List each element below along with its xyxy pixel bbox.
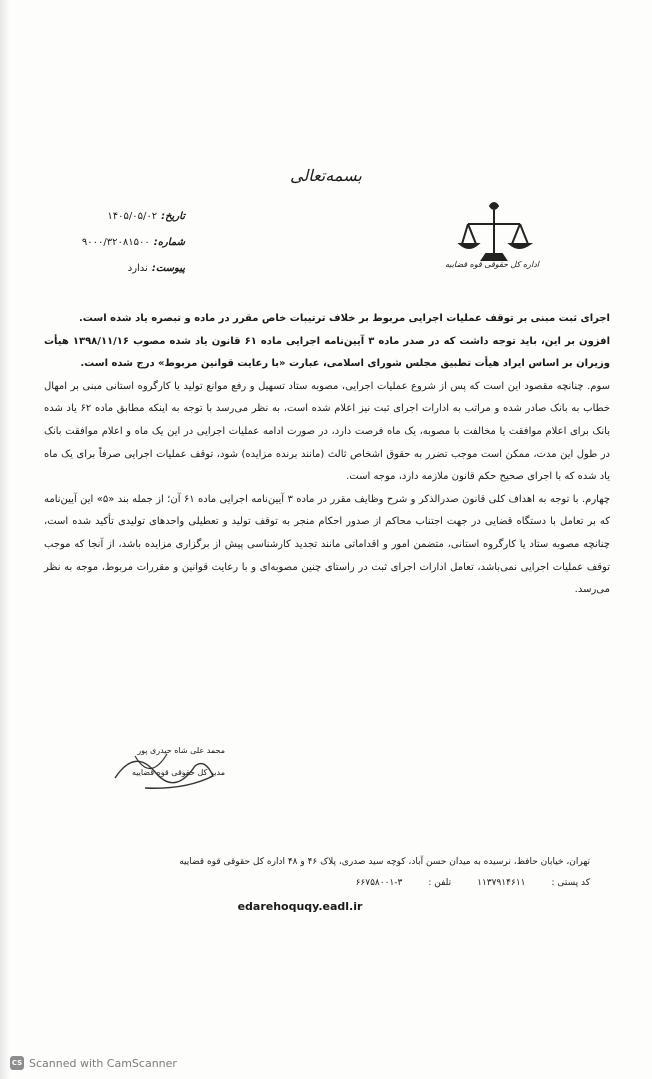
footer-address: تهران، خیابان حافظ، نرسیده به میدان حسن آباد، کوچه سید صدری، پلاک ۴۶ و ۴۸ اداره کل حقوقی قوه قضاییه	[179, 857, 590, 867]
body-paragraph-3: سوم. چنانچه مقصود این است که پس از شروع عملیات اجرایی، مصوبه ستاد تسهیل و رفع موانع تولید یا کارگروه استانی مبنی بر امهال خطاب به بانک صادر شده و مراتب به ادارات اجرای ثبت نیز اعلام شده است، به نظر می‌رسد با توجه به اینکه مطابق ماده ۶۲ یاد شده بانک برای اعلام موافقت یا مخالفت با مصوبه، یک ماه فرصت دارد، در صورت ادامه عملیات اجرایی در این یک ماه و اعلام موافقت بانک در طول این مدت، ممکن است موجب تضرر به حقوق اشخاص ثالث (مانند برنده مزایده) شود، توقف عملیات اجرایی صرفاً برای یک ماه یاد شده که با اجرای صحیح حکم قانون ملازمه دارد، موجه است.	[44, 380, 610, 483]
number-label: شماره:	[153, 237, 185, 248]
signatory-title: مدیر کل حقوقی قوه قضاییه	[131, 768, 225, 777]
scanner-label: Scanned with CamScanner	[29, 1056, 177, 1070]
number-value: ۹۰۰۰/۳۲۰۸۱۵۰۰	[81, 237, 150, 248]
camscanner-icon: CS	[10, 1056, 24, 1070]
date-row	[55, 204, 185, 230]
postal-code: ۱۱۳۷۹۱۴۶۱۱	[477, 878, 526, 888]
body-paragraph-2: افزون بر این، باید توجه داشت که در صدر ماده ۳ آیین‌نامه اجرایی ماده ۶۱ قانون یاد شده مصوب ۱۳۹۸/۱۱/۱۶ هیأت وزیران بر اساس ایراد هیأت تطبیق مجلس شورای اسلامی، عبارت «با رعایت قوانین مربوط» درج شده است.	[44, 335, 610, 370]
number-row	[55, 230, 185, 256]
date-value: ۱۴۰۵/۰۵/۰۲	[107, 211, 158, 222]
footer-website: edarehoquqy.eadl.ir	[237, 900, 363, 913]
phone-number: ۶۶۷۵۸۰۰۱-۳	[355, 878, 403, 888]
scanner-watermark	[10, 1056, 177, 1070]
date-label: تاریخ:	[161, 211, 185, 222]
postal-label: کد پستی :	[551, 878, 590, 888]
body-paragraph-1: اجرای ثبت مبنی بر توقف عملیات اجرایی مربوط بر خلاف ترتیبات خاص مقرر در ماده و تبصره یاد شده است.	[78, 313, 610, 324]
handwritten-signature-icon	[105, 738, 225, 798]
phone-label: تلفن :	[428, 878, 452, 888]
letter-body	[44, 308, 610, 602]
body-paragraph-4: چهارم. با توجه به اهداف کلی قانون صدرالذکر و شرح وظایف مقرر در ماده ۳ آیین‌نامه اجرایی ماده ۶۱ آن؛ از جمله بند «۵» این آیین‌نامه که بر تعامل با دستگاه قضایی در جهت اجتناب محاکم از صدور احکام منجر به توقف تولید و تعطیلی واحدهای تولیدی تأکید شده است، چنانچه مصوبه ستاد یا کارگروه استانی، متضمن امور و اقداماتی مانند تجدید کارشناسی پیش از برگزاری مزایده باشد، از آنجا که موجب توقف عملیات اجرایی نمی‌باشد، تعامل ادارات اجرای ثبت در راستای چنین مصوبه‌ای و با رعایت قوانین و مقررات مربوط، موجه به نظر می‌رسد.	[44, 493, 611, 596]
signatory-name: محمد علی شاه حیدری پور	[137, 746, 225, 755]
letter-footer	[50, 852, 590, 917]
page-edge-shadow	[0, 0, 10, 1079]
attachment-label: پیوست:	[151, 263, 185, 274]
bismillah-heading: بسمه‌تعالی	[290, 166, 362, 185]
organization-name: اداره کل حقوقی قوه قضاییه	[445, 260, 539, 269]
letter-metadata	[55, 204, 185, 282]
attachment-value: ندارد	[127, 263, 148, 274]
footer-contact	[50, 873, 590, 894]
attachment-row	[55, 256, 185, 282]
signature-block	[85, 740, 225, 784]
